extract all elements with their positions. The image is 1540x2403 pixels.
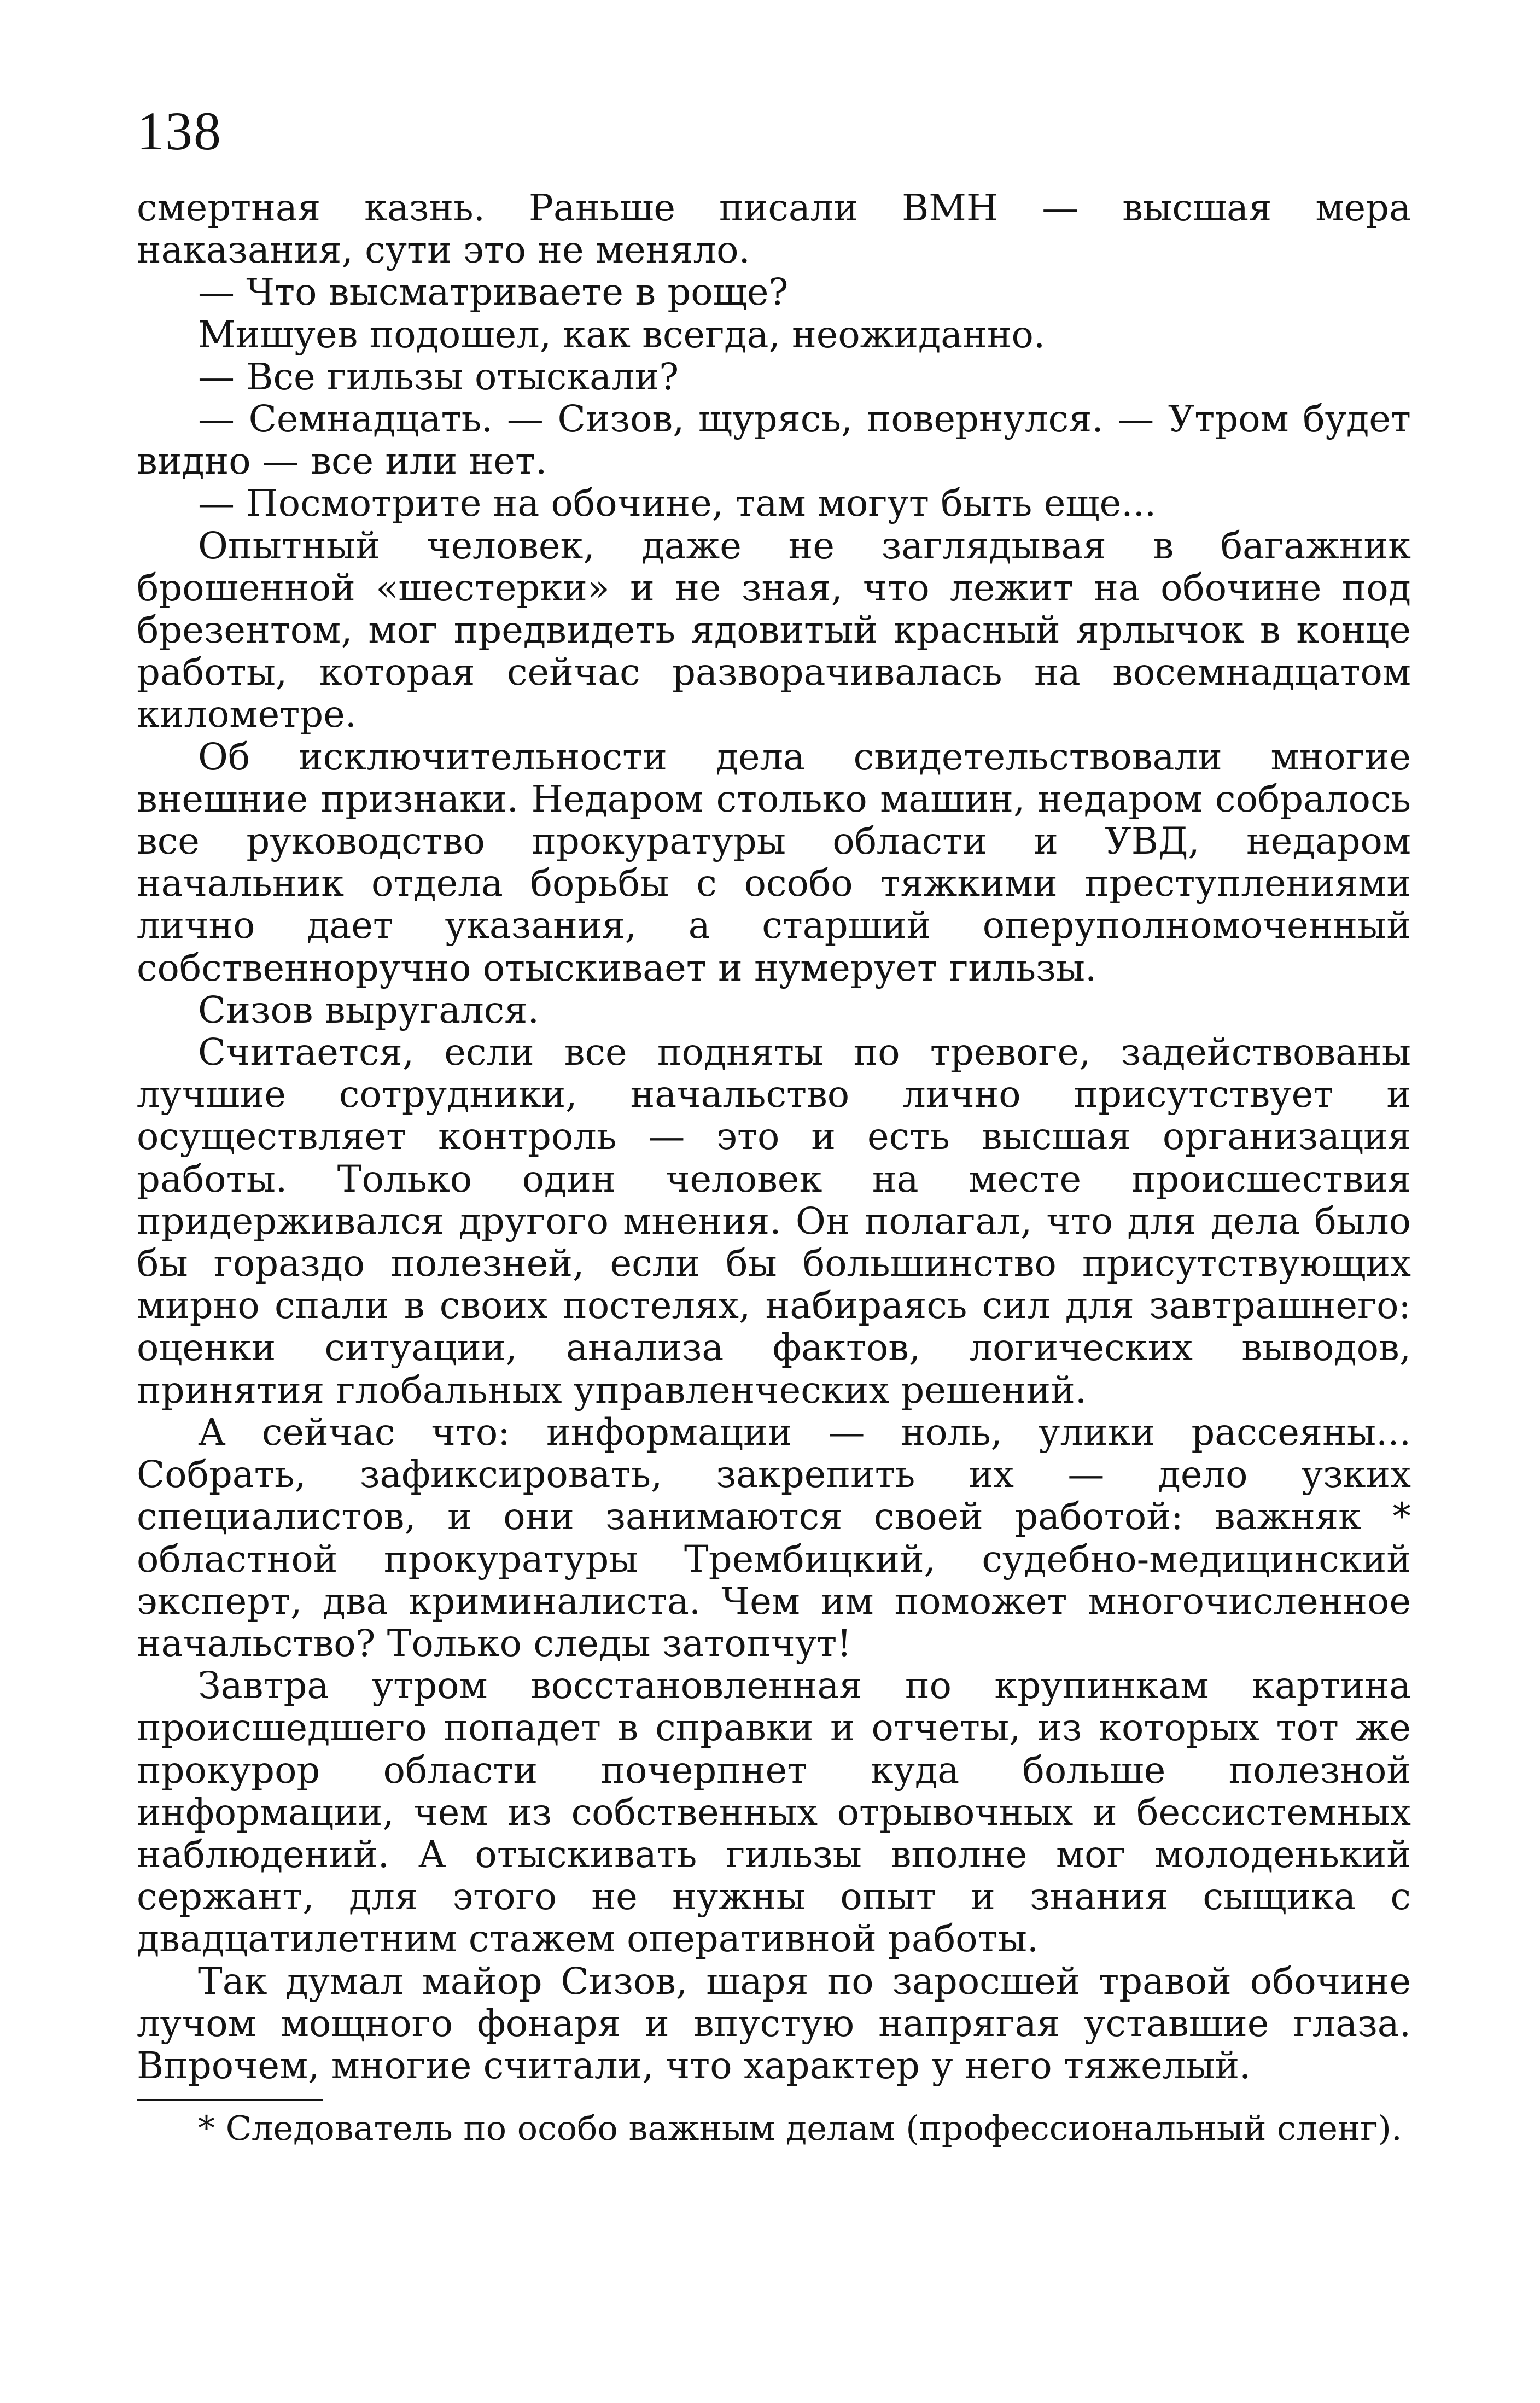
paragraph: Опытный человек, даже не заглядывая в багажник брошенной «шестерки» и не зная, что лежит на обочине под брезентом, мог предвидеть ядовитый красный ярлычок в конце работы, которая сейчас разворачивалась на восемнадцатом километре. <box>137 524 1411 736</box>
paragraph: Сизов выругался. <box>198 988 539 1031</box>
paragraph: Считается, если все подняты по тревоге, задействованы лучшие сотрудники, начальство лично присутствует и осуществляет контроль — это и есть высшая организация работы. Только один человек на месте происшествия придерживался другого мнения. Он полагал, что для дела было бы гораздо полезней, если бы большинство присутствующих мирно спали в своих постелях, набираясь сил для завтрашнего: оценки ситуации, анализа фактов, логических выводов, принятия глобальных управленческих решений. <box>137 1031 1411 1412</box>
footnote: * Следователь по особо важным делам (профессиональный сленг). <box>198 2108 1402 2149</box>
page-number: 138 <box>137 101 222 161</box>
paragraph: — Что высматриваете в роще? <box>198 271 789 314</box>
paragraph: смертная казнь. Раньше писали ВМН — высшая мера наказания, сути это не меняло. <box>137 186 1411 272</box>
footnote-divider <box>137 2099 323 2101</box>
body-text <box>137 187 1411 2087</box>
paragraph: Так думал майор Сизов, шаря по заросшей травой обочине лучом мощного фонаря и впустую напрягая уставшие глаза. Впрочем, многие считали, что характер у него тяжелый. <box>137 1959 1411 2087</box>
paragraph: — Семнадцать. — Сизов, щурясь, повернулся. — Утром будет видно — все или нет. <box>137 398 1411 483</box>
paragraph: А сейчас что: информации — ноль, улики рассеяны... Собрать, зафиксировать, закрепить их — дело узких специалистов, и они занимаются своей работой: важняк * областной прокуратуры Трембицкий, судебно-медицинский эксперт, два криминалиста. Чем им поможет многочисленное начальство? Только следы затопчут! <box>137 1410 1411 1665</box>
paragraph: — Все гильзы отыскали? <box>198 355 679 398</box>
paragraph: — Посмотрите на обочине, там могут быть еще... <box>198 482 1157 525</box>
book-page <box>137 101 1411 2149</box>
paragraph: Мишуев подошел, как всегда, неожиданно. <box>198 313 1046 356</box>
paragraph: Завтра утром восстановленная по крупинкам картина происшедшего попадет в справки и отчеты, из которых тот же прокурор области почерпнет куда больше полезной информации, чем из собственных отрывочных и бессистемных наблюдений. А отыскивать гильзы вполне мог молоденький сержант, для этого не нужны опыт и знания сыщика с двадцатилетним стажем оперативной работы. <box>137 1664 1411 1961</box>
paragraph: Об исключительности дела свидетельствовали многие внешние признаки. Недаром столько машин, недаром собралось все руководство прокуратуры области и УВД, недаром начальник отдела борьбы с особо тяжкими преступлениями лично дает указания, а старший оперуполномоченный собственноручно отыскивает и нумерует гильзы. <box>137 735 1411 989</box>
